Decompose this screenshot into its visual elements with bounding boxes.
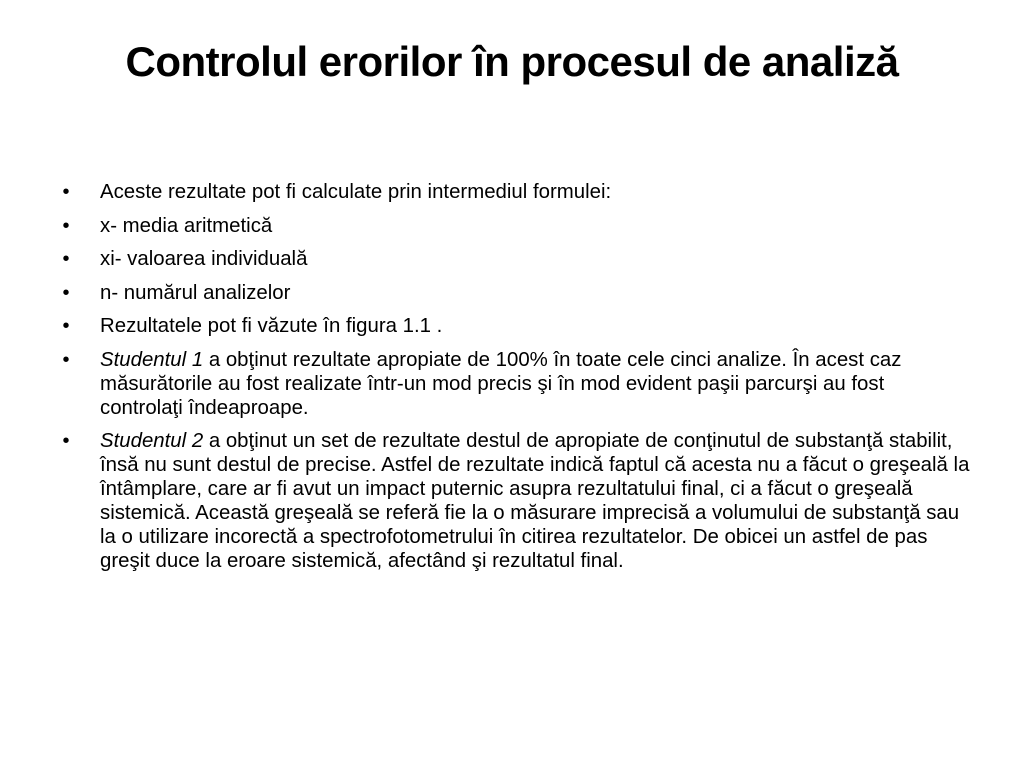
bullet-item bbox=[62, 348, 970, 420]
bullet-text: x- media aritmetică bbox=[100, 214, 273, 237]
bullet-text: a obţinut rezultate apropiate de 100% în toate cele cinci analize. În acest caz măsurătorile au fost realizate într-un mod precis şi în mod evident paşii parcurşi au fost controlaţi îndeaproape. bbox=[100, 348, 902, 419]
bullet-text: Aceste rezultate pot fi calculate prin intermediul formulei: bbox=[100, 181, 612, 203]
bullet-item bbox=[62, 314, 970, 338]
slide-title: Controlul erorilor în procesul de analiză bbox=[125, 38, 899, 85]
student-2-label: Studentul 2 bbox=[100, 430, 204, 452]
bullet-text: Rezultatele pot fi văzute în figura 1.1 . bbox=[100, 315, 443, 337]
bullet-list bbox=[62, 180, 970, 583]
bullet-marker: • bbox=[62, 214, 70, 237]
bullet-text: a obţinut un set de rezultate destul de apropiate de conţinutul de substanţă stabilit, însă nu sunt destul de precise. Astfel de rezultate indică faptul că acesta nu a făcut o greşeală la întâmplare, care ar fi avut un impact puternic asupra rezultatului final, ci a făcut o greşeală sistemică. Această greşeală se referă fie la o măsurare imprecisă a volumului de substanţă sau la o utilizare incorectă a spectrofotometrului în citirea rezultatelor. De obicei un astfel de pas greşit duce la eroare sistemică, afectând şi rezultatul final. bbox=[100, 430, 970, 572]
bullet-item bbox=[62, 214, 970, 238]
student-1-label: Studentul 1 bbox=[100, 348, 204, 371]
bullet-marker: • bbox=[62, 315, 70, 337]
bullet-item bbox=[62, 429, 970, 573]
bullet-marker: • bbox=[62, 248, 70, 270]
bullet-marker: • bbox=[62, 281, 70, 304]
bullet-marker: • bbox=[62, 430, 70, 452]
bullet-text: xi- valoarea individuală bbox=[100, 248, 308, 270]
bullet-marker: • bbox=[62, 348, 70, 371]
bullet-item bbox=[62, 281, 970, 305]
bullet-item bbox=[62, 180, 970, 204]
bullet-marker: • bbox=[62, 181, 70, 203]
bullet-item bbox=[62, 247, 970, 271]
bullet-text: n- numărul analizelor bbox=[100, 281, 291, 304]
